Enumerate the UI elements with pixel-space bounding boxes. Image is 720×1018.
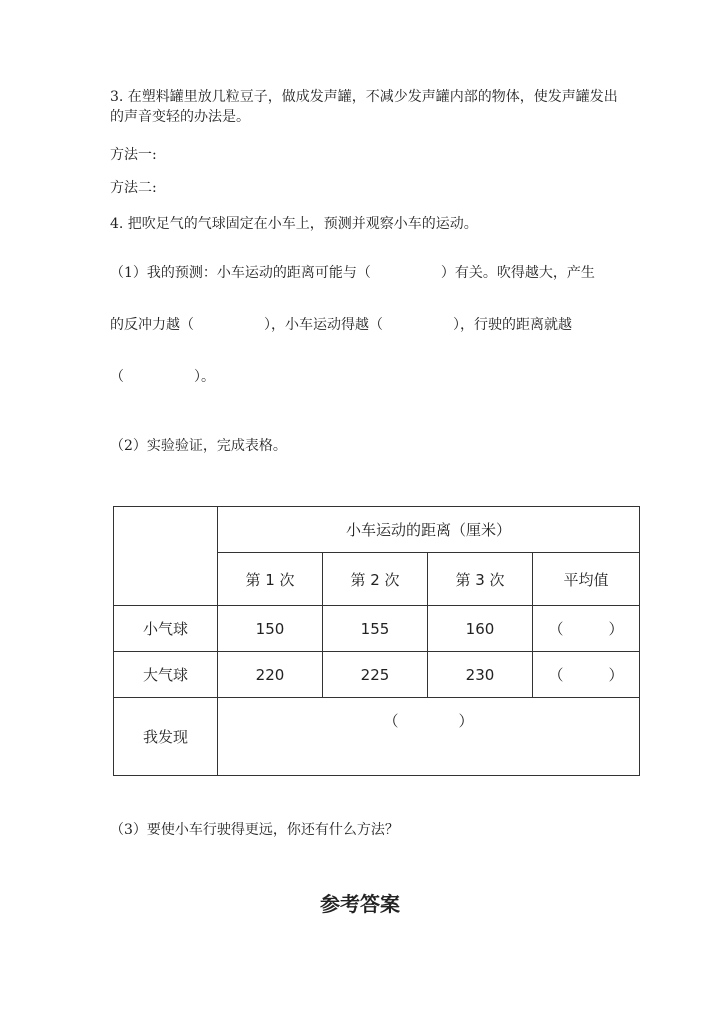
method-1-label: 方法一: [110,147,157,163]
distance-group-header: 小车运动的距离（厘米） [218,507,640,553]
table-cell: 160 [428,606,533,652]
verification-instruction: （2）实验验证，完成表格。 [110,438,287,454]
column-header-trial-2: 第 2 次 [323,553,428,606]
row-label-small-balloon: 小气球 [114,606,218,652]
column-header-average: 平均值 [533,553,640,606]
table-cell: 155 [323,606,428,652]
average-blank-large: （ ） [533,652,640,698]
prediction-line-2: 的反冲力越（ ），小车运动得越（ ），行驶的距离就越 [110,317,572,333]
table-cell: 220 [218,652,323,698]
prediction-line-3: （ ）。 [110,369,215,385]
question-4-stem: 4. 把吹足气的气球固定在小车上，预测并观察小车的运动。 [110,216,478,232]
table-cell: 225 [323,652,428,698]
table-row-small-balloon [114,606,640,652]
answer-section-title: 参考答案 [320,892,400,916]
average-blank-small: （ ） [533,606,640,652]
question-3-text: 3. 在塑料罐里放几粒豆子，做成发声罐，不减少发声罐内部的物体，使发声罐发出的声音变轻的办法是。 [110,89,618,125]
finding-cell [218,698,640,776]
table-cell: 230 [428,652,533,698]
row-label-finding: 我发现 [114,698,218,776]
column-header-trial-1: 第 1 次 [218,553,323,606]
prediction-line-1: （1）我的预测：小车运动的距离可能与（ ）有关。吹得越大，产生 [110,265,595,281]
improvement-question: （3）要使小车行驶得更远，你还有什么方法？ [110,822,399,838]
row-label-large-balloon: 大气球 [114,652,218,698]
column-header-trial-3: 第 3 次 [428,553,533,606]
table-row-large-balloon [114,652,640,698]
finding-blank: （ ） [383,712,474,730]
table-corner-cell [114,507,218,606]
results-table [113,506,640,776]
method-2-label: 方法二: [110,180,157,196]
table-row-finding [114,698,640,776]
table-cell: 150 [218,606,323,652]
